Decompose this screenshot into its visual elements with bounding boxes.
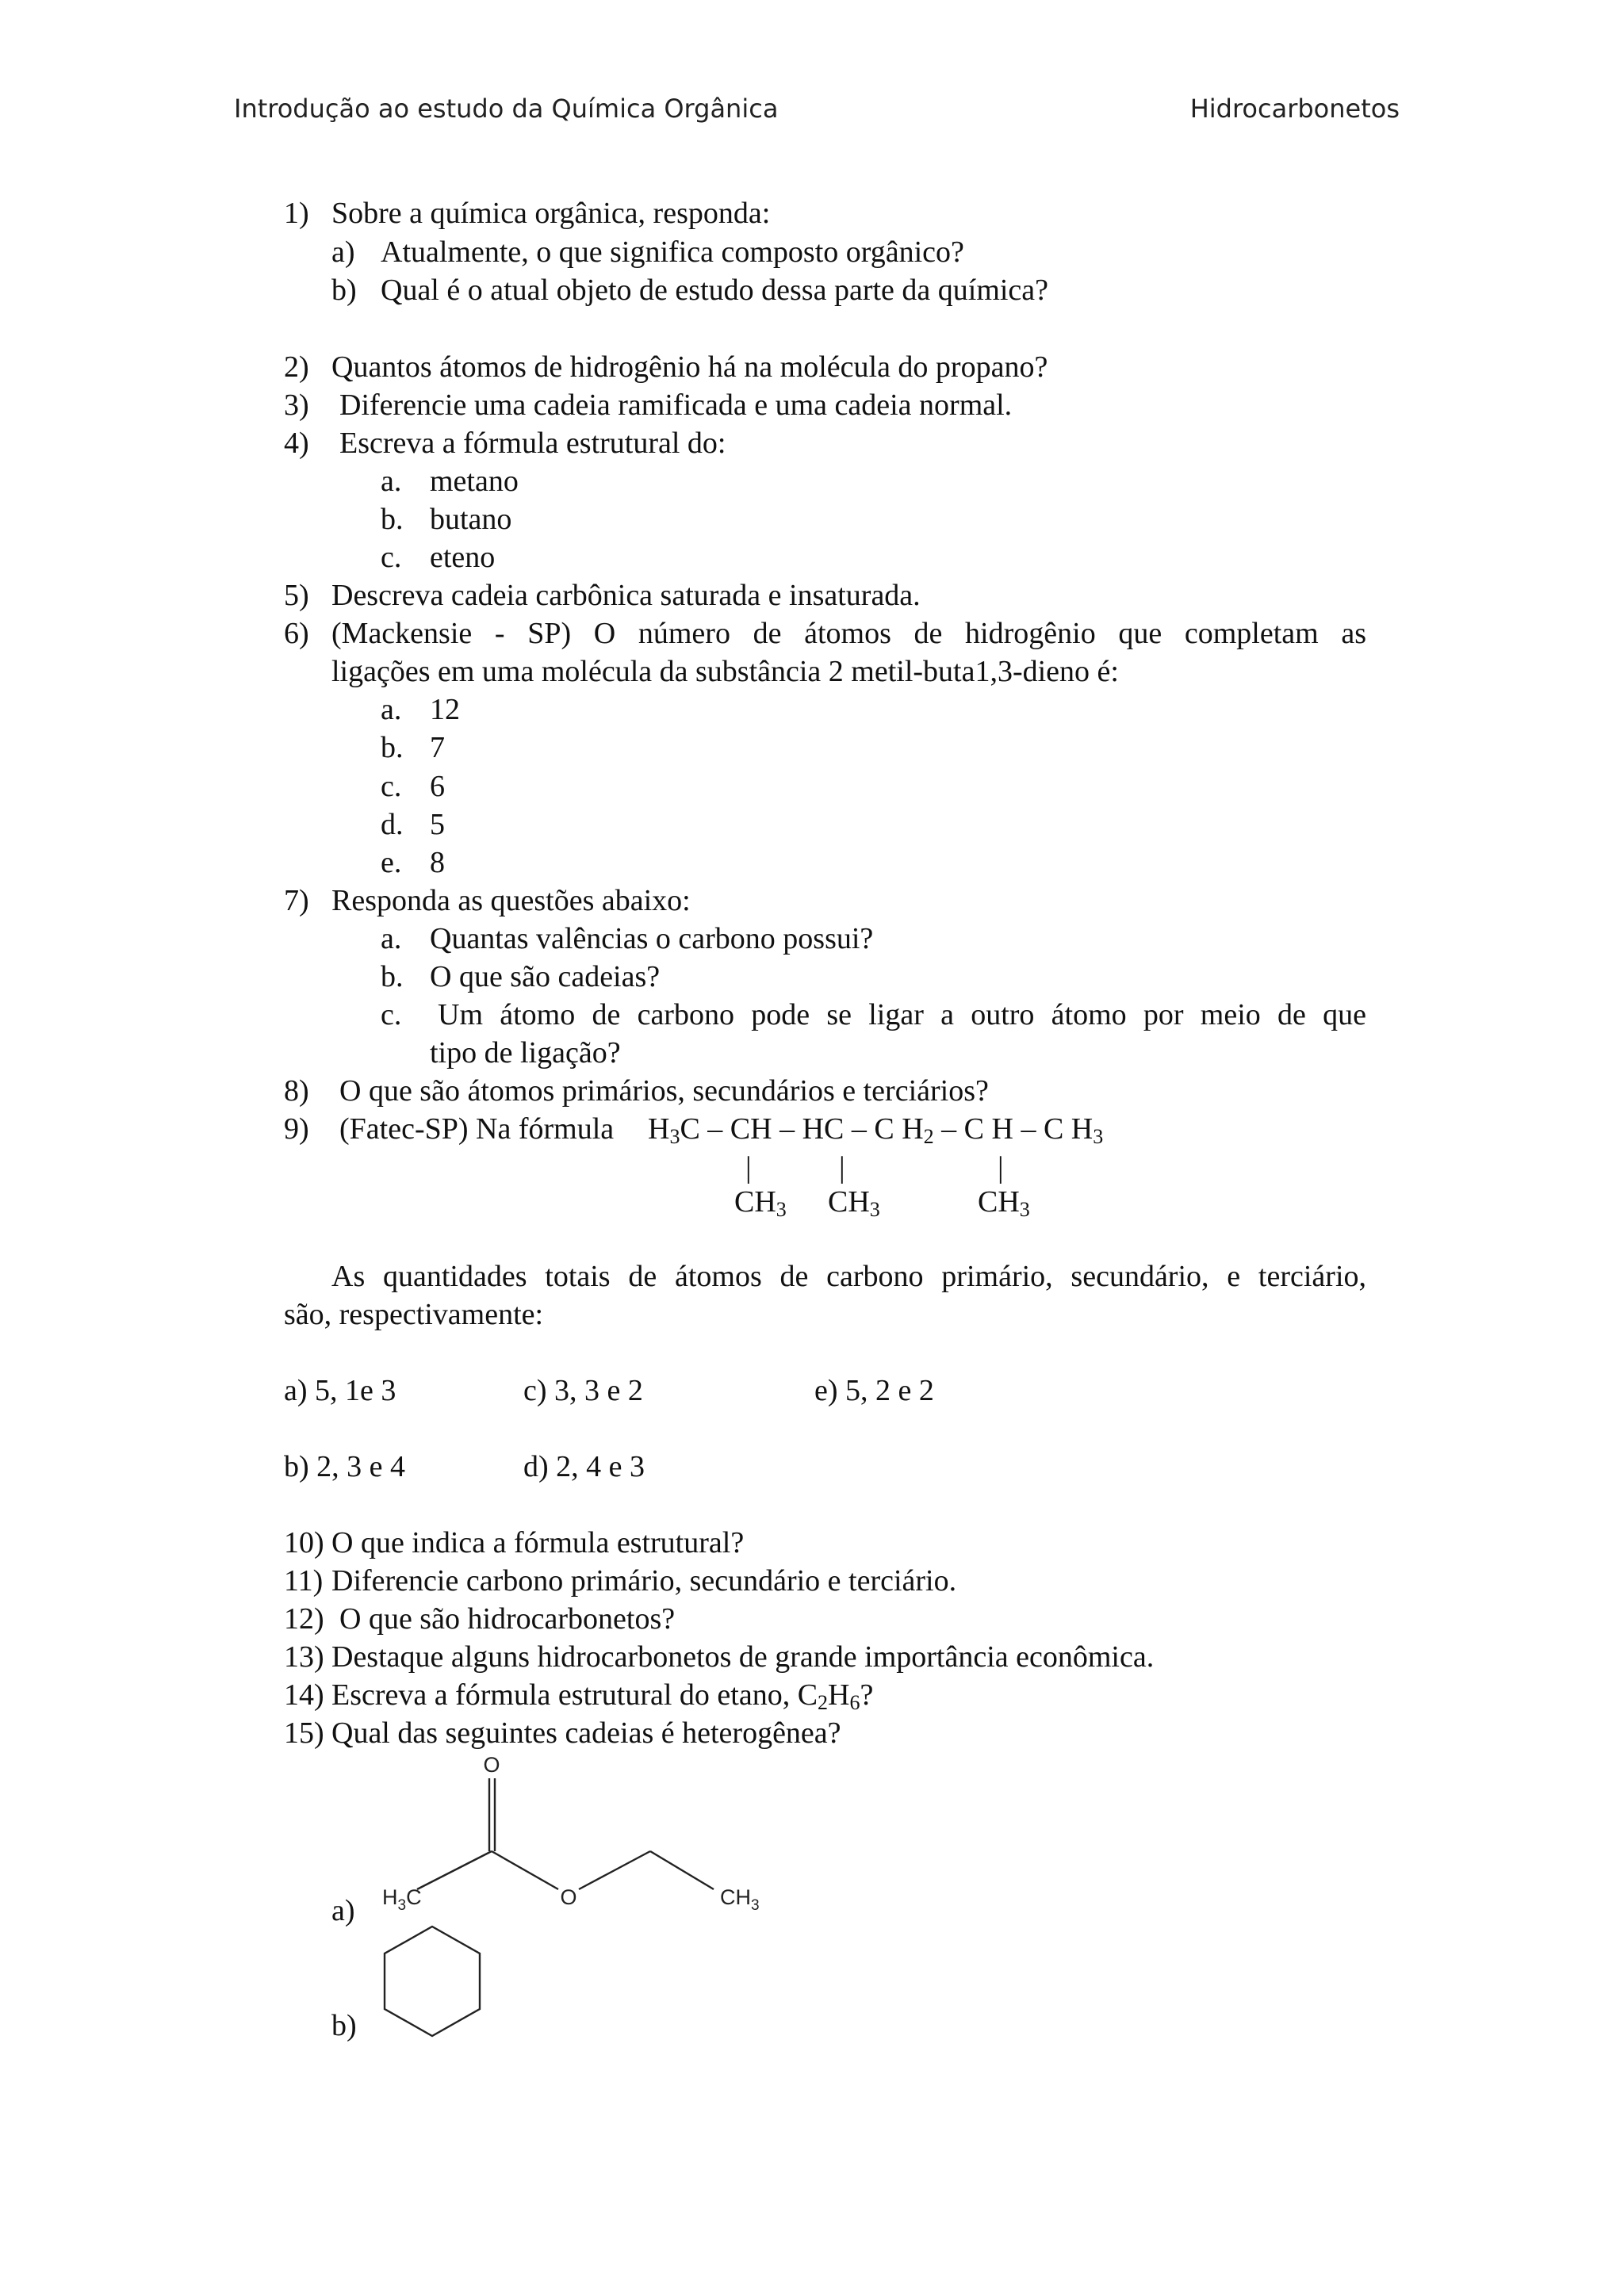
- q4-number: 4): [284, 427, 309, 460]
- q7c-line2: tipo de ligação?: [430, 1036, 621, 1070]
- q4-item-label: a.: [381, 465, 402, 498]
- q6-option-label: b.: [381, 731, 404, 764]
- ester-methyl-right: $CH_3$: [720, 1885, 760, 1914]
- q9-bond-bar: |: [839, 1151, 845, 1184]
- q1-number: 1): [284, 197, 309, 230]
- q11-number: 11): [284, 1564, 324, 1598]
- q6-option-text: 12: [430, 693, 460, 726]
- q4-item-text: metano: [430, 465, 519, 498]
- q9-bond-bar: |: [998, 1151, 1004, 1184]
- q2-text: Quantos átomos de hidrogênio há na molécula do propano?: [331, 350, 1048, 384]
- q6-line1: (Mackensie - SP) O número de átomos de hidrogênio que completam as: [331, 617, 1366, 650]
- q6-option-label: d.: [381, 808, 404, 841]
- q15-option-b-label: b): [331, 2009, 357, 2042]
- q7c-line1: Um átomo de carbono pode se ligar a outro átomo por meio de que: [438, 998, 1366, 1031]
- q6-option-text: 7: [430, 731, 445, 764]
- q9-option-b: b) 2, 3 e 4: [284, 1450, 406, 1483]
- q7b-text: O que são cadeias?: [430, 960, 661, 993]
- q15-number: 15): [284, 1716, 324, 1750]
- q9-paragraph-line2: são, respectivamente:: [284, 1298, 544, 1331]
- header-right: Hidrocarbonetos: [1189, 94, 1400, 124]
- header-left: Introdução ao estudo da Química Orgânica: [234, 94, 779, 124]
- q9-option-c: c) 3, 3 e 2: [523, 1374, 643, 1407]
- ester-oxygen-double: O: [483, 1753, 500, 1777]
- q6-line2: ligações em uma molécula da substância 2 metil-buta1,3-dieno é:: [331, 655, 1119, 688]
- q1-text: Sobre a química orgânica, responda:: [331, 197, 771, 230]
- q9-branch: $CH_3$: [978, 1185, 1030, 1221]
- q14-number: 14): [284, 1678, 324, 1712]
- q13-number: 13): [284, 1640, 324, 1674]
- q12-number: 12): [284, 1602, 324, 1636]
- q9-option-a: a) 5, 1e 3: [284, 1374, 396, 1407]
- ester-structure: [365, 1748, 793, 1923]
- q9-formula: $H_3C$ – CH – HC – C $H_2$ – C H – C $H_3$: [648, 1112, 1104, 1148]
- q6-option-text: 6: [430, 770, 445, 803]
- q4-item-text: butano: [430, 503, 512, 536]
- q1b-text: Qual é o atual objeto de estudo dessa parte da química?: [381, 274, 1049, 307]
- q6-option-text: 8: [430, 846, 445, 879]
- q4-item-label: c.: [381, 541, 402, 574]
- q1b-label: b): [331, 274, 357, 307]
- q7c-label: c.: [381, 998, 402, 1031]
- q7-number: 7): [284, 884, 309, 917]
- q15-text: Qual das seguintes cadeias é heterogênea?: [331, 1716, 841, 1750]
- cyclohexane-ring: [373, 1919, 492, 2049]
- q9-option-d: d) 2, 4 e 3: [523, 1450, 645, 1483]
- q9-number: 9): [284, 1112, 309, 1146]
- q14-text: Escreva a fórmula estrutural do etano, $C_2H_6$?: [331, 1678, 874, 1714]
- q10-text: O que indica a fórmula estrutural?: [331, 1526, 745, 1559]
- q5-number: 5): [284, 579, 309, 612]
- q6-option-label: e.: [381, 846, 402, 879]
- q4-text: Escreva a fórmula estrutural do:: [339, 427, 726, 460]
- q1a-label: a): [331, 235, 355, 269]
- q5-text: Descreva cadeia carbônica saturada e insaturada.: [331, 579, 921, 612]
- q9-option-e: e) 5, 2 e 2: [814, 1374, 934, 1407]
- q9-text: (Fatec-SP) Na fórmula: [339, 1112, 615, 1146]
- q9-branch: $CH_3$: [828, 1185, 880, 1221]
- q6-option-label: c.: [381, 770, 402, 803]
- q15-option-a-label: a): [331, 1894, 355, 1927]
- q13-text: Destaque alguns hidrocarbonetos de grande importância econômica.: [331, 1640, 1155, 1674]
- ester-oxygen-bridge: O: [560, 1885, 577, 1909]
- q4-item-text: eteno: [430, 541, 496, 574]
- q10-number: 10): [284, 1526, 324, 1559]
- q7b-label: b.: [381, 960, 404, 993]
- q6-option-text: 5: [430, 808, 445, 841]
- q3-text: Diferencie uma cadeia ramificada e uma cadeia normal.: [339, 388, 1013, 422]
- q8-number: 8): [284, 1074, 309, 1108]
- q9-paragraph-line1: As quantidades totais de átomos de carbono primário, secundário, e terciário,: [331, 1260, 1366, 1293]
- q3-number: 3): [284, 388, 309, 422]
- q6-option-label: a.: [381, 693, 402, 726]
- q7a-text: Quantas valências o carbono possui?: [430, 922, 874, 955]
- q4-item-label: b.: [381, 503, 404, 536]
- q7a-label: a.: [381, 922, 402, 955]
- q7-text: Responda as questões abaixo:: [331, 884, 691, 917]
- q12-text: O que são hidrocarbonetos?: [339, 1602, 676, 1636]
- q8-text: O que são átomos primários, secundários e terciários?: [339, 1074, 989, 1108]
- q2-number: 2): [284, 350, 309, 384]
- q6-number: 6): [284, 617, 309, 650]
- q1a-text: Atualmente, o que significa composto orgânico?: [381, 235, 964, 269]
- ester-methyl-left: $H_3C$: [382, 1885, 422, 1914]
- q11-text: Diferencie carbono primário, secundário e terciário.: [331, 1564, 957, 1598]
- q9-bond-bar: |: [745, 1151, 752, 1184]
- q9-branch: $CH_3$: [734, 1185, 787, 1221]
